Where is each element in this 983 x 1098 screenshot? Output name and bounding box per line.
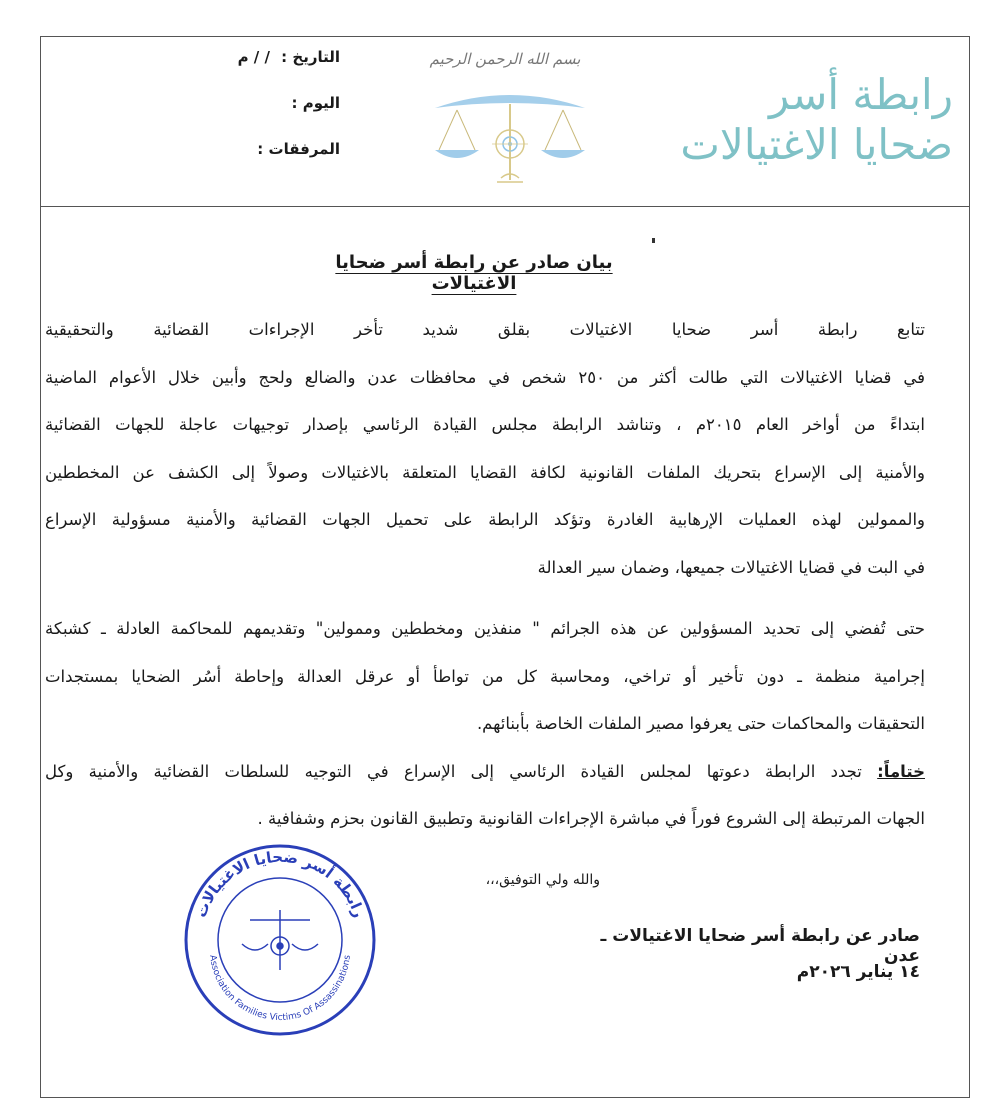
body-line: حتى تُفضي إلى تحديد المسؤولين عن هذه الجرائم " منفذين ومخططين وممولين" وتقديمهم للمحاكمة العادلة ـ كشبكة: [45, 619, 925, 638]
body-line: والممولين لهذه العمليات الإرهابية الغادرة وتؤكد الرابطة على تحميل الجهات القضائية والأمنية مسؤولية الإسراع: [45, 510, 925, 529]
issuer-line: صادر عن رابطة أسر ضحايا الاغتيالات ـ عدن: [600, 926, 920, 966]
body-line: في قضايا الاغتيالات التي طالت أكثر من ٢٥٠ شخص في محافظات عدن والضالع ولحج وأبين خلال الأعوام الماضية: [45, 367, 925, 387]
official-stamp: [180, 840, 380, 1040]
day-field: [120, 94, 340, 140]
body-line: ابتداءً من أواخر العام ٢٠١٥م ، وتناشد الرابطة مجلس القيادة الرئاسي بإصدار توجيهات عاجلة للجهات القضائية: [45, 415, 925, 434]
stamp-english-text: Association Families Victims Of Assassinations: [207, 954, 353, 1024]
meta-fields: [120, 48, 340, 186]
statement-title: بيان صادر عن رابطة أسر ضحايا الاغتيالات: [335, 252, 613, 294]
closing-line: [45, 748, 925, 796]
org-logo-line2: ضحايا الاغتيالات: [680, 120, 953, 169]
ink-mark: [652, 238, 655, 243]
body-line: في البت في قضايا الاغتيالات جميعها، وضمان سير العدالة: [537, 557, 925, 577]
basmala: بسم الله الرحمن الرحيم: [429, 50, 581, 68]
closing-label: ختاماً:: [877, 761, 925, 781]
day-label: اليوم :: [291, 94, 340, 112]
body-line: والأمنية إلى الإسراع بتحريك الملفات القانونية لكافة القضايا المتعلقة بالاغتيالات وصولاً إلى الكشف عن المخططين: [45, 462, 925, 482]
issue-date: ١٤ يناير ٢٠٢٦م: [796, 962, 920, 982]
body-line: تتابع رابطة أسر ضحايا الاغتيالات بقلق شديد تأخر الإجراءات القضائية والتحقيقية: [45, 320, 925, 339]
stamp-emblem-icon: [242, 910, 318, 970]
attachments-label: المرفقات :: [257, 140, 340, 158]
body-line: التحقيقات والمحاكمات حتى يعرفوا مصير الملفات الخاصة بأبنائهم.: [476, 714, 925, 733]
closing-text: تجدد الرابطة دعوتها لمجلس القيادة الرئاسي إلى الإسراع في التوجيه للسلطات القضائية والأمنية وكل: [45, 761, 862, 781]
header-divider: [40, 206, 970, 207]
date-label: التاريخ :: [281, 48, 340, 66]
closing-line: الجهات المرتبطة إلى الشروع فوراً في مباشرة الإجراءات القانونية وتطبيق القانون بحزم وشفافية .: [257, 809, 925, 828]
svg-text:رابطة أسر ضحايا الاغتيالات: [192, 848, 369, 920]
body-line: إجرامية منظمة ـ دون تأخير أو تراخي، ومحاسبة كل من تواطأ أو عرقل العدالة وإحاطة أسُر الضحايا بمستجدات: [45, 666, 925, 686]
org-logo: [653, 70, 953, 170]
date-value: / / م: [237, 48, 270, 66]
statement-body: [45, 306, 925, 843]
scales-of-justice-icon: [425, 80, 595, 200]
closing-greeting: والله ولي التوفيق،،،: [485, 872, 600, 888]
attachments-field: [120, 140, 340, 186]
date-field: [120, 48, 340, 94]
stamp-arabic-text: رابطة أسر ضحايا الاغتيالات: [191, 847, 369, 920]
org-logo-line1: رابطة أسر: [769, 70, 953, 119]
